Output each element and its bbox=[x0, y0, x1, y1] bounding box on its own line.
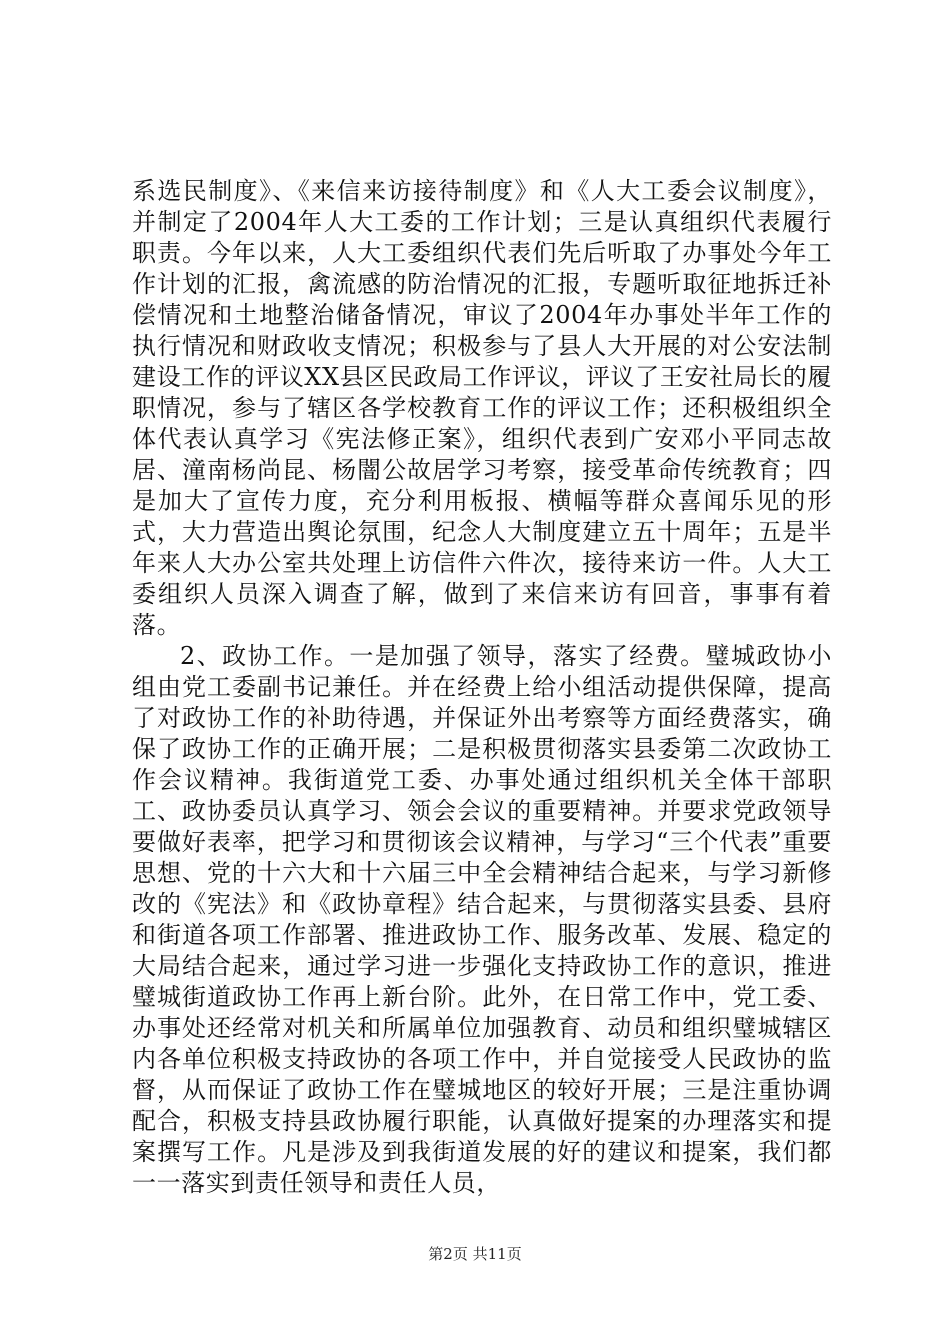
document-body bbox=[132, 176, 832, 1199]
paragraph-people-congress: 系选民制度》、《来信来访接待制度》和《人大工委会议制度》，并制定了2004年人大工委的工作计划；三是认真组织代表履行职责。今年以来，人大工委组织代表们先后听取了办事处今年工作计划的汇报，禽流感的防治情况的汇报，专题听取征地拆迁补偿情况和土地整治储备情况，审议了2004年办事处半年工作的执行情况和财政收支情况；积极参与了县人大开展的对公安法制建设工作的评议XX县区民政局工作评议，评议了王安社局长的履职情况，参与了辖区各学校教育工作的评议工作；还积极组织全体代表认真学习《宪法修正案》，组织代表到广安邓小平同志故居、潼南杨尚昆、杨闇公故居学习考察，接受革命传统教育；四是加大了宣传力度，充分利用板报、横幅等群众喜闻乐见的形式，大力营造出舆论氛围，纪念人大制度建立五十周年；五是半年来人大办公室共处理上访信件六件次，接待来访一件。人大工委组织人员深入调查了解，做到了来信来访有回音，事事有着落。 bbox=[132, 177, 832, 639]
page-number: 第2页 共11页 bbox=[428, 1245, 522, 1263]
page-footer bbox=[0, 1243, 950, 1264]
paragraph-cppcc-work: 2、政协工作。一是加强了领导，落实了经费。璧城政协小组由党工委副书记兼任。并在经费上给小组活动提供保障，提高了对政协工作的补助待遇，并保证外出考察等方面经费落实，确保了政协工作的正确开展；二是积极贯彻落实县委第二次政协工作会议精神。我街道党工委、办事处通过组织机关全体干部职工、政协委员认真学习、领会会议的重要精神。并要求党政领导要做好表率，把学习和贯彻该会议精神，与学习“三个代表”重要思想、党的十六大和十六届三中全会精神结合起来，与学习新修改的《宪法》和《政协章程》结合起来，与贯彻落实县委、县府和街道各项工作部署、推进政协工作、服务改革、发展、稳定的大局结合起来，通过学习进一步强化支持政协工作的意识，推进璧城街道政协工作再上新台阶。此外，在日常工作中，党工委、办事处还经常对机关和所属单位加强教育、动员和组织璧城辖区内各单位积极支持政协的各项工作中，并自觉接受人民政协的监督，从而保证了政协工作在璧城地区的较好开展；三是注重协调配合，积极支持县政协履行职能，认真做好提案的办理落实和提案撰写工作。凡是涉及到我街道发展的好的建议和提案，我们都一一落实到责任领导和责任人员， bbox=[132, 642, 832, 1197]
